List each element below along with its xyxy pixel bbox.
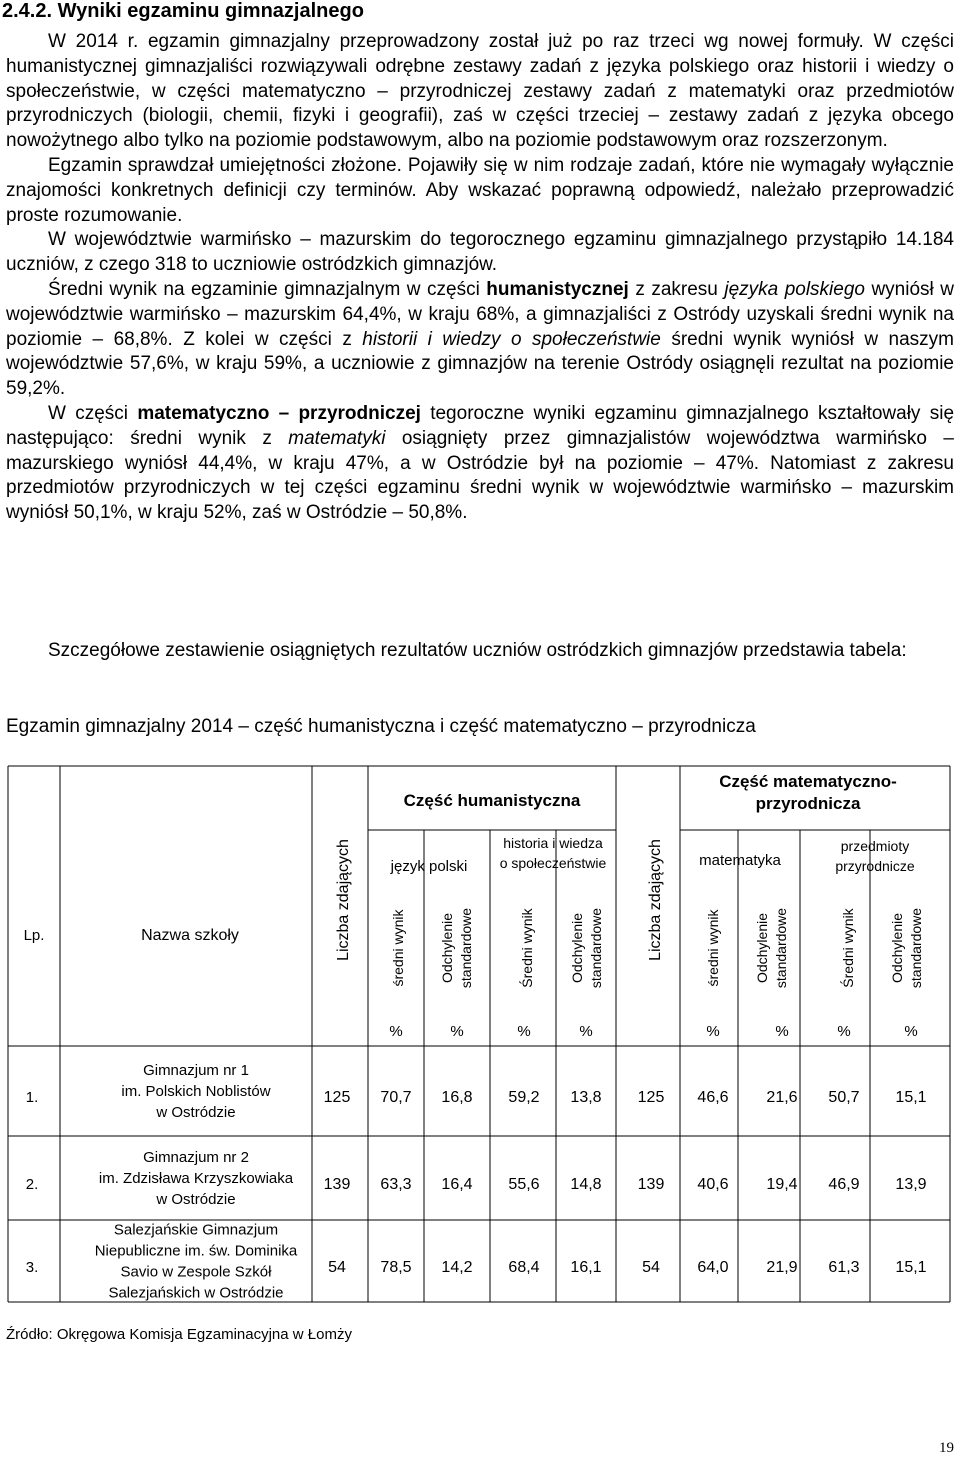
header-sd-natural: Odchylenie [889, 912, 905, 984]
row-value: 13,8 [570, 1089, 602, 1106]
row-value: 19,4 [766, 1176, 798, 1193]
header-count-humanities: Liczba zdających [335, 839, 352, 961]
unit-percent: % [389, 1023, 403, 1040]
paragraph-1: W 2014 r. egzamin gimnazjalny przeprowadzony został już po raz trzeci wg nowej formuły. W części humanistycznej gimnazjaliści rozwiązywali odrębne zestawy zadań z języka polskiego oraz historii i wiedzy o społeczeństwie, w części matematyczno – przyrodniczej zestawy zadań z matematyki oraz przedmiotów przyrodniczych (biologii, chemii, fizyki i geografii), zaś w części trzeciej – zestawy zadań z języka obcego nowożytnego albo tylko na poziomie podstawowym, albo na poziomie podstawowym oraz rozszerzonym. [6, 31, 954, 152]
row-value: 15,1 [895, 1089, 927, 1106]
header-sd-math: Odchylenie [754, 912, 770, 984]
row-school-name: Salezjańskie Gimnazjum [113, 1221, 279, 1239]
header-sd-polish: Odchylenie [439, 912, 455, 984]
row-value: 139 [637, 1176, 665, 1193]
header-lp: Lp. [23, 927, 45, 944]
section-heading: 2.4.2. Wyniki egzaminu gimnazjalnego [2, 0, 364, 22]
row-school-name: Gimnazjum nr 2 [143, 1149, 249, 1166]
row-value: 16,4 [441, 1176, 473, 1193]
header-sub-history: o społeczeństwie [499, 855, 607, 871]
header-sub-polish: język polski [390, 858, 468, 875]
header-avg-polish: średni wynik [390, 909, 406, 987]
table-title: Egzamin gimnazjalny 2014 – część humanistyczna i część matematyczno – przyrodnicza [6, 716, 756, 737]
unit-percent: % [904, 1023, 918, 1040]
row-school-name: im. Zdzisława Krzyszkowiaka [98, 1170, 294, 1187]
paragraph-3: W województwie warmińsko – mazurskim do tegorocznego egzaminu gimnazjalnego przystąpiło 14.184 uczniów, z czego 318 to uczniowie ostródzkich gimnazjów. [6, 229, 954, 276]
unit-percent: % [837, 1023, 851, 1040]
paragraph-2: Egzamin sprawdzał umiejętności złożone. Pojawiły się w nim rodzaje zadań, które nie wymagały wyłącznie znajomości konkretnych definicji czy terminów. Aby wskazać poprawną odpowiedź, należało przeprowadzić proste rozumowanie. [6, 154, 954, 226]
row-value: 68,4 [508, 1259, 540, 1276]
row-school-name: Niepubliczne im. św. Dominika [94, 1242, 298, 1260]
unit-percent: % [579, 1023, 593, 1040]
paragraph-5: W części matematyczno – przyrodniczej tegoroczne wyniki egzaminu gimnazjalnego kształtowały się następująco: średni wynik z matematyki osiągnięty przez gimnazjalistów województwa warmińsko – mazurskiego wyniósł 44,4%, w kraju 47%, a w Ostródzie był na poziomie – 47%. Natomiast z zakresu przedmiotów przyrodniczych w tej części egzaminu średni wynik w województwie warmińsko – mazurskim wyniósł 50,1%, w kraju 52%, zaś w Ostródzie – 50,8%. [6, 402, 955, 524]
unit-percent: % [775, 1023, 789, 1040]
row-value: 59,2 [508, 1089, 540, 1106]
header-avg-math: średni wynik [705, 909, 721, 987]
row-school-name: w Ostródzie [156, 1104, 236, 1121]
header-school-name: Nazwa szkoły [141, 927, 239, 944]
row-value: 21,9 [766, 1259, 798, 1276]
header-sd-history: Odchylenie [569, 912, 585, 984]
table-intro: Szczegółowe zestawienie osiągniętych rezultatów uczniów ostródzkich gimnazjów przedstawia tabela: [48, 640, 907, 661]
row-value: 46,6 [697, 1089, 729, 1106]
row-lp: 3. [25, 1259, 39, 1276]
source-note: Źródło: Okręgowa Komisja Egzaminacyjna w Łomży [6, 1326, 352, 1343]
row-value: 15,1 [895, 1259, 927, 1276]
row-school-name: Gimnazjum nr 1 [143, 1062, 249, 1079]
header-count-math: Liczba zdających [647, 839, 664, 961]
header-sub-history: historia i wiedza [503, 835, 603, 851]
header-sub-natural: przedmioty [840, 838, 910, 854]
row-value: 14,8 [570, 1176, 602, 1193]
paragraph-4: Średni wynik na egzaminie gimnazjalnym w części humanistycznej z zakresu języka polskiego wyniósł w województwie warmińsko – mazurskim 64,4%, w kraju 68%, a gimnazjaliści z Ostródy uzyskali średni wynik na poziomie – 68,8%. Z kolei w części z historii i wiedzy o społeczeństwie średni wynik wyniósł w naszym województwie 57,6%, w kraju 59%, a uczniowie z gimnazjów na terenie Ostródy osiągnęli rezultat na poziomie 59,2%. [6, 278, 954, 400]
header-sd-history: standardowe [588, 907, 604, 989]
unit-percent: % [517, 1023, 531, 1040]
header-sd-polish: standardowe [458, 907, 474, 989]
header-sd-math: standardowe [773, 907, 789, 989]
header-group-humanities: Część humanistyczna [403, 791, 581, 810]
header-group-math: przyrodnicza [755, 794, 861, 813]
row-value: 54 [328, 1259, 346, 1276]
row-school-name: Salezjańskich w Ostródzie [108, 1284, 284, 1302]
row-value: 16,1 [570, 1259, 602, 1276]
header-group-math: Część matematyczno- [719, 772, 897, 791]
row-value: 61,3 [828, 1259, 860, 1276]
header-sd-natural: standardowe [908, 907, 924, 989]
row-value: 64,0 [697, 1259, 729, 1276]
header-sub-natural: przyrodnicze [835, 858, 915, 874]
unit-percent: % [706, 1023, 720, 1040]
row-value: 70,7 [380, 1089, 412, 1106]
row-lp: 1. [25, 1089, 39, 1106]
row-value: 63,3 [380, 1176, 412, 1193]
row-value: 14,2 [441, 1259, 473, 1276]
row-value: 125 [323, 1089, 351, 1106]
row-school-name: w Ostródzie [156, 1191, 236, 1208]
header-avg-history: Średni wynik [519, 908, 535, 988]
row-school-name: Savio w Zespole Szkół [120, 1263, 272, 1281]
row-value: 21,6 [766, 1089, 798, 1106]
row-value: 40,6 [697, 1176, 729, 1193]
row-value: 78,5 [380, 1259, 412, 1276]
row-school-name: im. Polskich Noblistów [121, 1083, 271, 1100]
row-value: 13,9 [895, 1176, 927, 1193]
row-value: 125 [637, 1089, 665, 1106]
row-value: 139 [323, 1176, 351, 1193]
row-value: 50,7 [828, 1089, 860, 1106]
row-value: 16,8 [441, 1089, 473, 1106]
header-avg-natural: Średni wynik [840, 908, 856, 988]
row-value: 55,6 [508, 1176, 540, 1193]
row-lp: 2. [25, 1176, 39, 1193]
unit-percent: % [450, 1023, 464, 1040]
page-number: 19 [939, 1440, 954, 1456]
header-sub-math: matematyka [699, 852, 781, 869]
row-value: 54 [642, 1259, 660, 1276]
row-value: 46,9 [828, 1176, 860, 1193]
